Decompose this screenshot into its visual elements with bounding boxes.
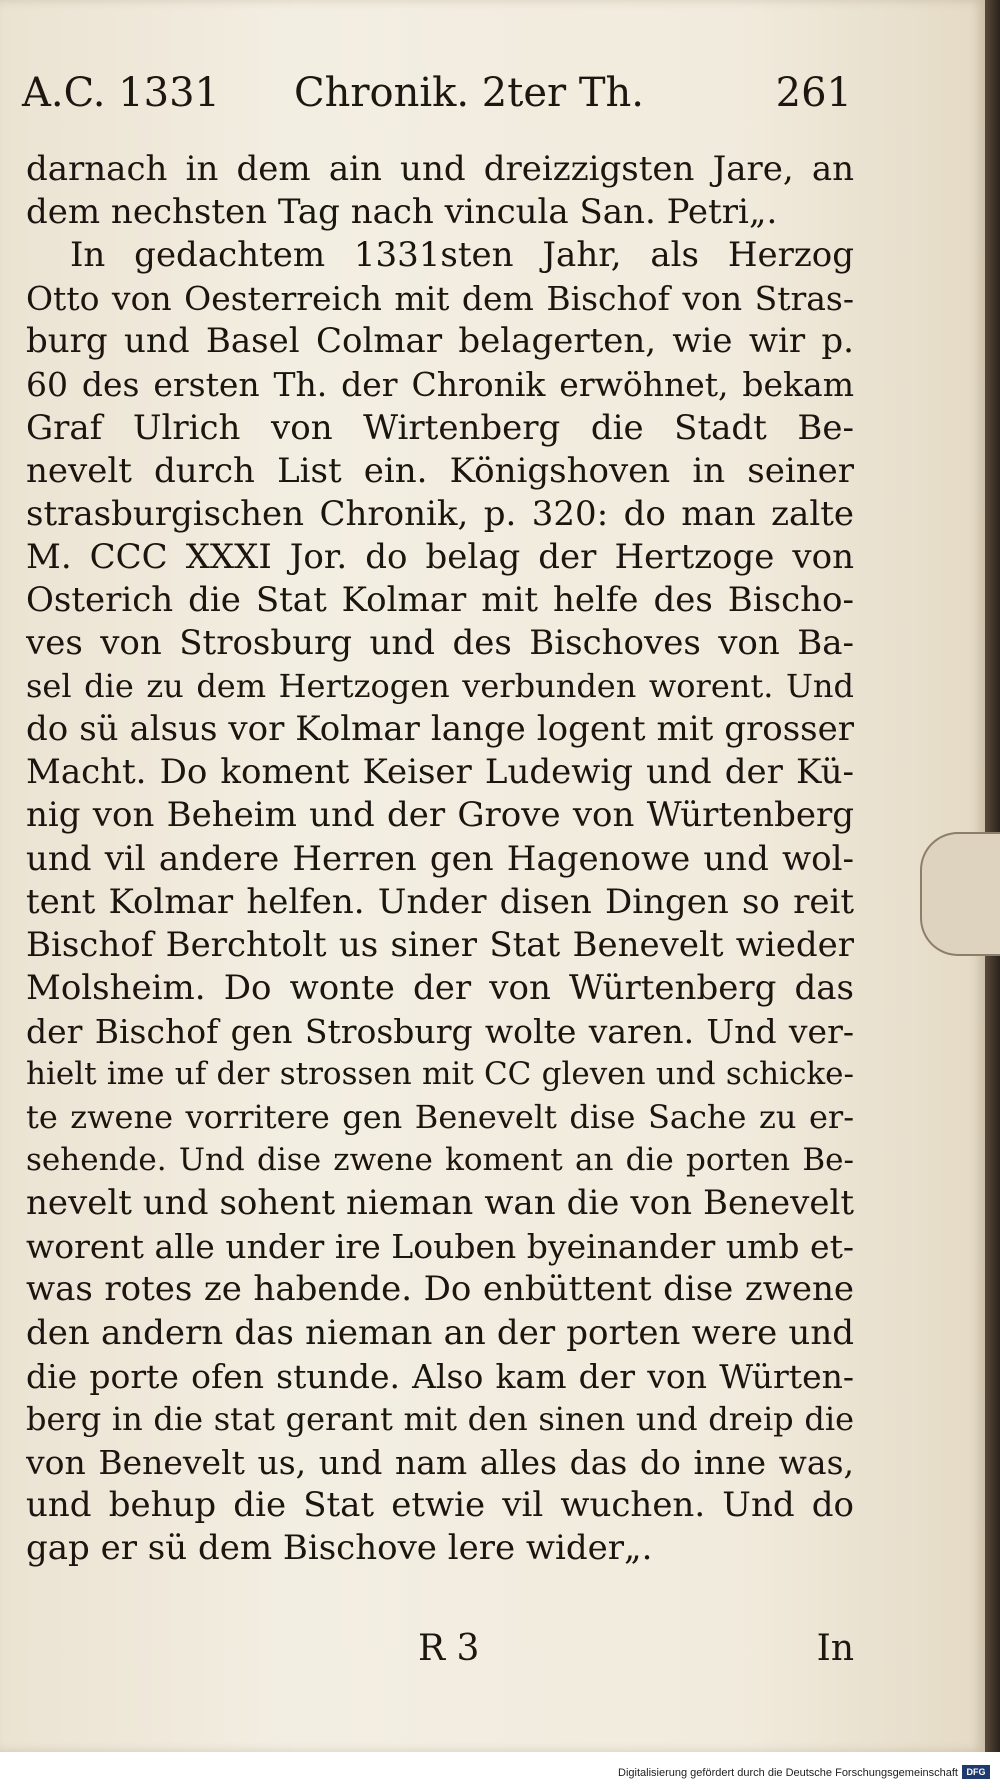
paragraph-start-line: In gedachtem 1331sten Jahr, als Herzog <box>70 235 854 276</box>
text-line: die porte ofen stunde. Also kam der von Würten- <box>26 1356 854 1396</box>
page-number: 261 <box>775 70 852 116</box>
running-header <box>22 70 852 126</box>
text-line: strasburgischen Chronik, p. 320: do man zalte <box>26 493 854 534</box>
text-line: sel die zu dem Hertzogen verbunden worent. Und <box>26 667 854 706</box>
signature-mark: R 3 <box>418 1628 480 1669</box>
dfg-logo: DFG <box>962 1765 990 1779</box>
text-line: nevelt und sohent nieman wan die von Benevelt <box>26 1183 854 1224</box>
text-line: nig von Beheim und der Grove von Würtenberg <box>26 795 854 836</box>
body-text <box>26 148 854 1570</box>
text-line: Otto von Oesterreich mit dem Bischof von Stras- <box>26 279 854 319</box>
catchword: In <box>816 1628 854 1669</box>
text-line: dem nechsten Tag nach vincula San. Petri„. <box>26 192 778 233</box>
text-line: Bischof Berchtolt us siner Stat Benevelt wieder <box>26 924 854 965</box>
text-line: do sü alsus vor Kolmar lange logent mit grosser <box>26 709 854 750</box>
text-line: Graf Ulrich von Wirtenberg die Stadt Be- <box>26 407 854 448</box>
text-line: von Benevelt us, und nam alles das do inne was, <box>26 1442 854 1482</box>
text-line: und vil andere Herren gen Hagenowe und wol- <box>26 838 854 879</box>
text-line: M. CCC XXXI Jor. do belag der Hertzoge von <box>26 536 854 577</box>
text-line: Osterich die Stat Kolmar mit helfe des Bischo- <box>26 579 854 620</box>
header-year: A.C. 1331 <box>22 70 221 116</box>
text-line: und behup die Stat etwie vil wuchen. Und do <box>26 1484 854 1525</box>
text-line: burg und Basel Colmar belagerten, wie wir p. <box>26 321 854 362</box>
header-title: Chronik. 2ter Th. <box>294 70 644 116</box>
text-line: worent alle under ire Louben byeinander umb et- <box>26 1227 854 1267</box>
text-line: te zwene vorritere gen Benevelt dise Sache zu er- <box>26 1098 854 1137</box>
text-line: Macht. Do koment Keiser Ludewig und der Kü- <box>26 752 854 793</box>
text-line: ves von Strosburg und des Bischoves von Ba- <box>26 623 854 664</box>
text-line: berg in die stat gerant mit den sinen und dreip die <box>26 1399 854 1438</box>
text-line: nevelt durch List ein. Königshoven in seiner <box>26 450 854 491</box>
text-line: tent Kolmar helfen. Under disen Dingen so reit <box>26 881 854 922</box>
text-line: hielt ime uf der strossen mit CC gleven und schicke- <box>26 1055 854 1092</box>
text-line: was rotes ze habende. Do enbüttent dise zwene <box>26 1269 854 1310</box>
text-line: 60 des ersten Th. der Chronik erwöhnet, bekam <box>26 365 854 405</box>
text-line: den andern das nieman an der porten were und <box>26 1312 854 1353</box>
text-line: sehende. Und dise zwene koment an die porten Be- <box>26 1142 854 1179</box>
text-line: Molsheim. Do wonte der von Würtenberg das <box>26 967 854 1008</box>
digitization-credit: Digitalisierung gefördert durch die Deutsche Forschungsgemeinschaft <box>618 1767 958 1779</box>
text-line: der Bischof gen Strosburg wolte varen. Und ver- <box>26 1011 854 1051</box>
page-footer <box>26 1628 854 1678</box>
text-line: darnach in dem ain und dreizzigsten Jare, an <box>26 149 854 189</box>
page-tab-marker <box>920 832 1000 956</box>
text-line: gap er sü dem Bischove lere wider„. <box>26 1528 653 1568</box>
